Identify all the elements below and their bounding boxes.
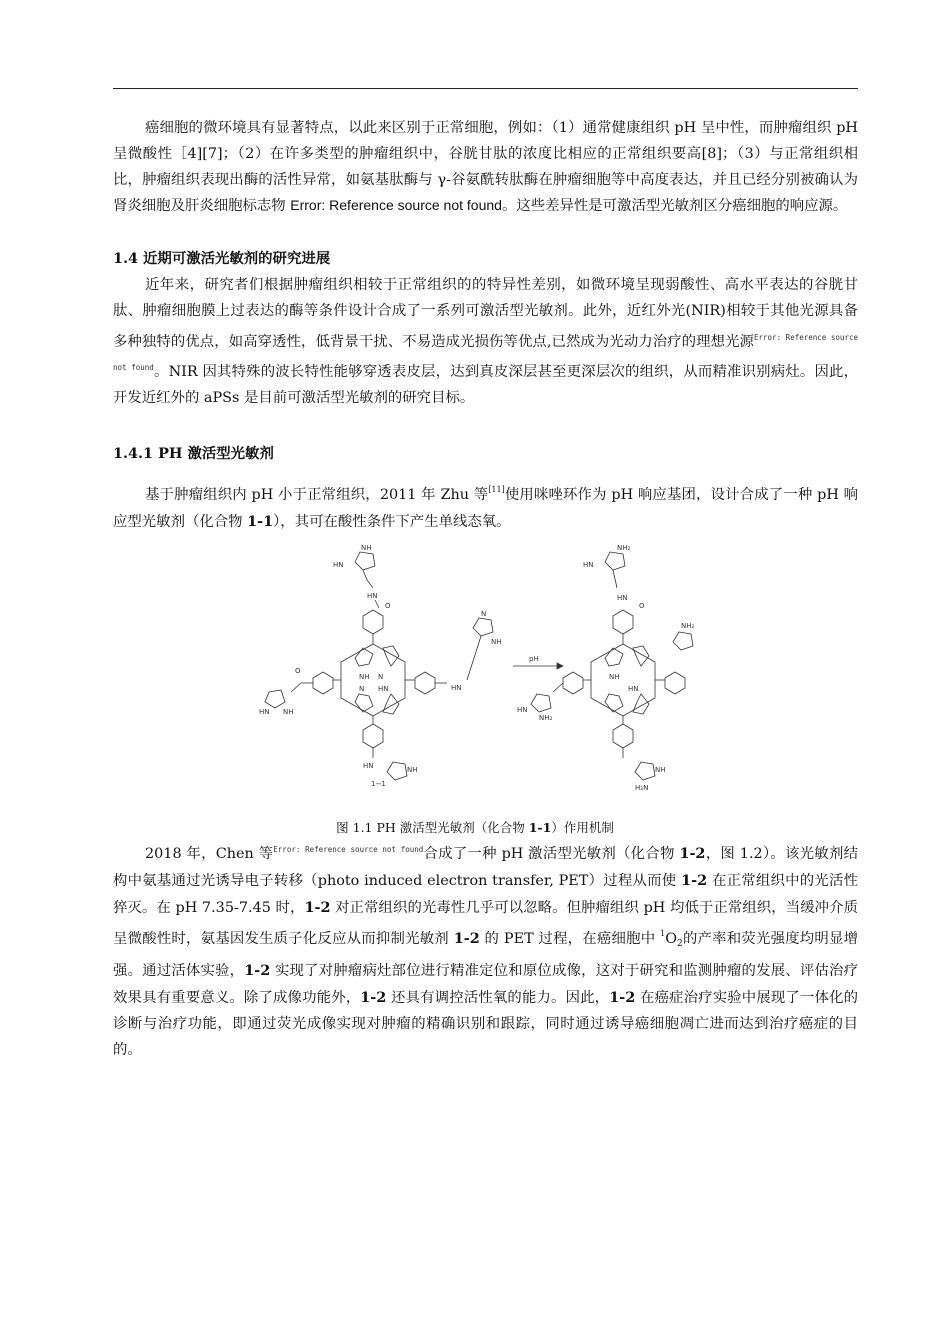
section-heading-1-4: 1.4 近期可激活光敏剂的研究进展: [113, 250, 331, 267]
label-nh-core1: NH: [359, 673, 370, 681]
label-hn-top-product: HN: [583, 561, 594, 569]
label-hn-right: HN: [451, 684, 462, 692]
header-rule: [113, 88, 858, 89]
label-n-right: N: [481, 610, 487, 618]
label-hn-bottom: HN: [363, 762, 374, 770]
figure-caption: 图 1.1 PH 激活型光敏剂（化合物 1-1）作用机制: [336, 820, 614, 835]
label-o-left: O: [295, 667, 301, 675]
label-nh-bottom: NH: [407, 766, 418, 774]
label-hn-left-product: HN: [517, 706, 528, 714]
paragraph-research-progress: 近年来，研究者们根据肿瘤组织相较于正常组织的的特异性差别，如微环境呈现弱酸性、高水平表达的谷胱甘肽、肿瘤细胞膜上过表达的酶等条件设计合成了一系列可激活型光敏剂。此外，近红外光(NIR)相较于其他光源具备多种独特的优点，如高穿透性，低背景干扰、不易造成光损伤等优点,已然成为光动力治疗的理想光源$^{Error: Reference source not found}$。NIR 因其特殊的波长特性能够穿透表皮层，达到真皮深层甚至更深层次的组织，从而精准识别病灶。因此，开发近红外的 aPSs 是目前可激活型光敏剂的研究目标。: [113, 277, 858, 407]
label-nh-left: NH: [283, 708, 294, 716]
label-nh-right: NH: [491, 638, 502, 646]
label-o-top-product: O: [639, 602, 645, 610]
label-nh2-right-product: NH₂: [681, 622, 695, 630]
label-hn-core: HN: [378, 685, 389, 693]
error-reference[interactable]: Error: Reference source not found: [113, 332, 858, 373]
label-n-core2: N: [359, 685, 365, 693]
reaction-scheme-figure: [255, 540, 695, 792]
label-nh-top: NH: [361, 544, 372, 552]
label-nh2-left-product: NH₂: [539, 714, 553, 722]
label-hn-product-core: HN: [628, 685, 639, 693]
label-hn-top: HN: [333, 561, 344, 569]
paragraph-ph-photosensitizer: 基于肿瘤组织内 pH 小于正常组织，2011 年 Zhu 等[11]使用咪唑环作为 pH 响应基团，设计合成了一种 pH 响应型光敏剂（化合物 1-1），其可在酸性条件下产生单线态氧。: [113, 485, 858, 530]
paragraph-chen-2018: 2018 年，Chen 等$^{Error: Reference source not found}$合成了一种 pH 激活型光敏剂（化合物 1-2，图 1.2）。该光敏剂结构中氨基通过光诱导电子转移（photo induced electron transfer, PET）过程从而使 1-2 在正常组织中的光活性猝灭。在 pH 7.35-7.45 时，1-2 对正常组织的光毒性几乎可以忽略。但肿瘤组织 pH 均低于正常组织，当缓冲介质呈微酸性时，氨基因发生质子化反应从而抑制光敏剂 1-2 的 PET 过程，在癌细胞中 $^1O_2$的产率和荧光强度均明显增强。通过活体实验，1-2 实现了对肿瘤病灶部位进行精准定位和原位成像，这对于研究和监测肿瘤的发展、评估治疗效果具有重要意义。除了成像功能外，1-2 还具有调控活性氧的能力。因此，1-2 在癌症治疗实验中展现了一体化的诊断与治疗功能，即通过荧光成像实现对肿瘤的精确识别和跟踪，同时通过诱导癌细胞凋亡进而达到治疗癌症的目的。: [113, 845, 859, 1058]
compound-label-1-1: 1−1: [371, 780, 386, 788]
label-nh-product-core: NH: [609, 673, 620, 681]
label-ph-arrow: pH: [529, 655, 539, 663]
label-hn-amide-top: HN: [367, 592, 378, 600]
label-h2n-bottom-product: H₂N: [635, 784, 649, 792]
error-reference[interactable]: Error: Reference source not found: [273, 845, 424, 854]
citation-ref[interactable]: [11]: [488, 485, 505, 494]
label-o-top: O: [385, 602, 391, 610]
section-heading-1-4-1: 1.4.1 PH 激活型光敏剂: [113, 445, 274, 462]
label-hn-left: HN: [259, 708, 270, 716]
label-n-core1: N: [378, 673, 384, 681]
error-reference[interactable]: Error: Reference source not found: [290, 197, 502, 214]
label-nh2-top: NH₂: [617, 544, 631, 552]
label-nh-bottom-product: NH: [655, 766, 666, 774]
protonated-product-structure: [517, 544, 695, 792]
paragraph-tumor-microenvironment: 癌细胞的微环境具有显著特点，以此来区别于正常细胞，例如：（1）通常健康组织 pH 呈中性，而肿瘤组织 pH 呈微酸性［4][7]；（2）在许多类型的肿瘤组织中，谷胱甘肽的浓度比相应的正常组织要高[8]；（3）与正常组织相比，肿瘤组织表现出酶的活性异常，如氨基肽酶与 γ-谷氨酰转肽酶在肿瘤细胞等中高度表达，并且已经分别被确认为肾炎细胞及肝炎细胞标志物 Error: Reference source not found。这些差异性是可激活型光敏剂区分癌细胞的响应源。: [113, 120, 858, 215]
label-hn-amide-product: HN: [617, 594, 628, 602]
compound-1-1-structure: [259, 544, 502, 788]
reaction-arrow: [513, 655, 563, 669]
